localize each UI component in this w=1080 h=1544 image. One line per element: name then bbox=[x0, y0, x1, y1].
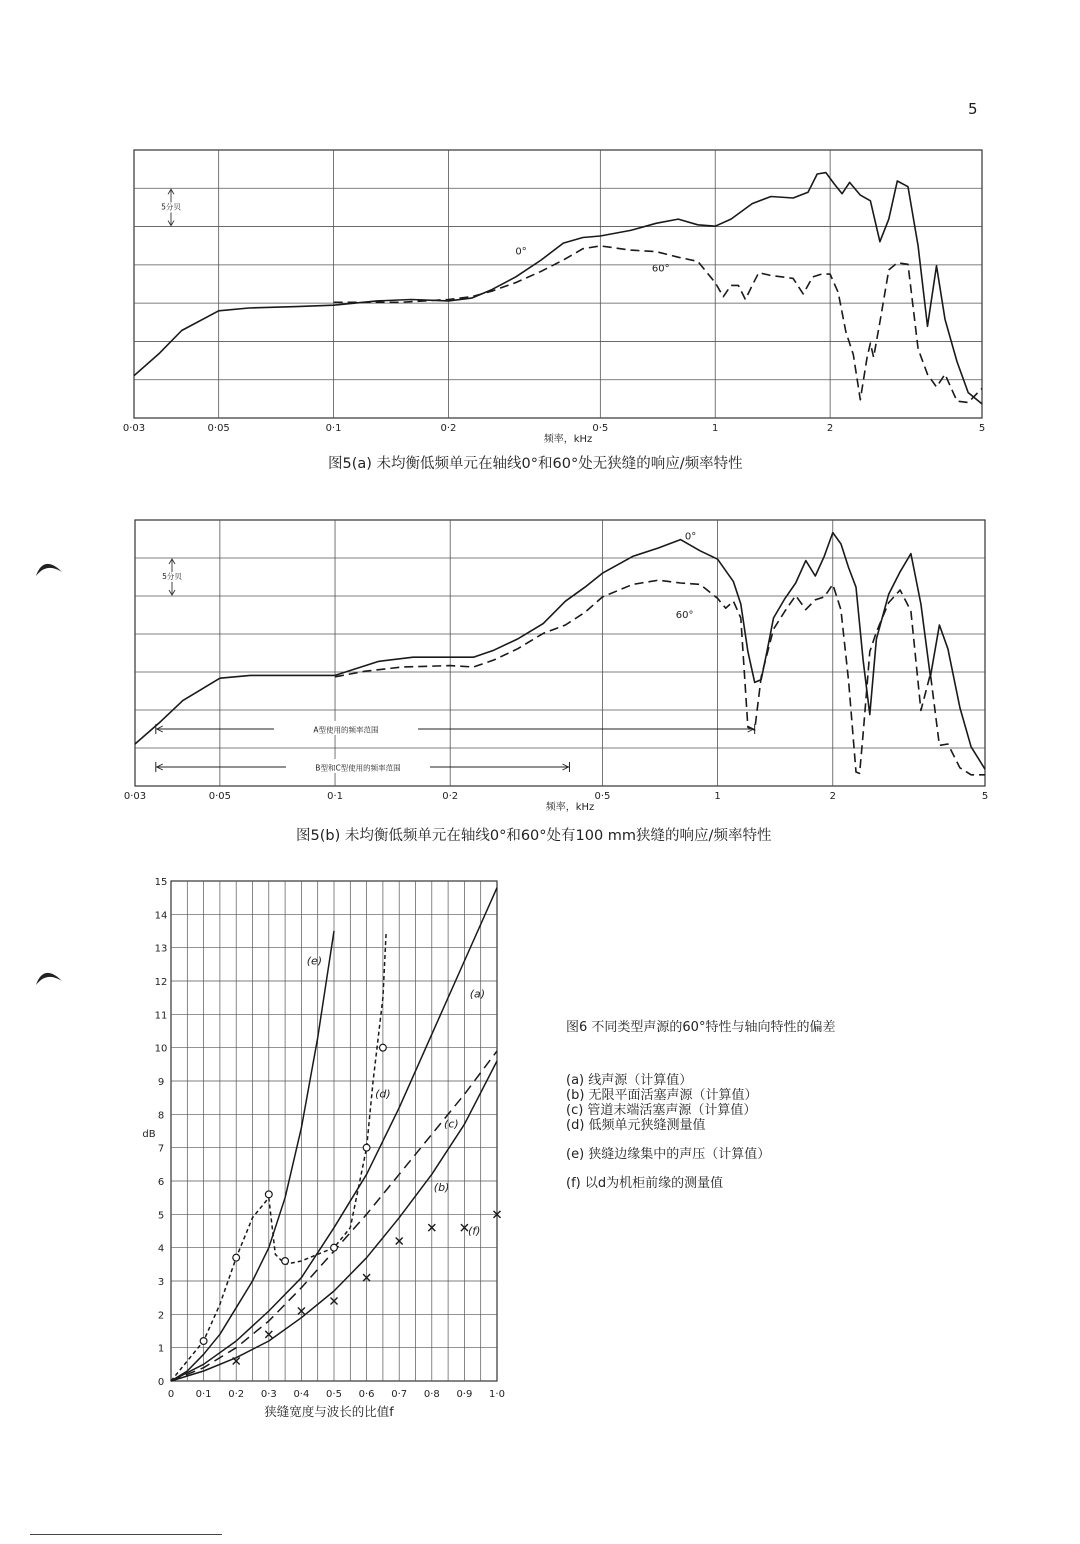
y-tick-label: 15 bbox=[154, 877, 168, 888]
x-tick-label: 0·9 bbox=[456, 1389, 473, 1400]
figure-6-legend bbox=[566, 1073, 770, 1191]
y-tick-label: 11 bbox=[154, 1010, 168, 1022]
data-point-circle bbox=[363, 1144, 370, 1151]
x-tick-label: 2 bbox=[826, 423, 834, 434]
x-tick-label: 2 bbox=[829, 791, 836, 802]
x-tick-label: 0·2 bbox=[440, 423, 457, 434]
data-point-circle bbox=[265, 1191, 272, 1198]
x-axis-label: 频率，kHz bbox=[543, 434, 593, 445]
legend-item-a: (a) 线声源（计算值） bbox=[566, 1073, 693, 1088]
series-label: (a) bbox=[469, 987, 486, 1001]
x-tick-label: 0·2 bbox=[442, 791, 459, 802]
y-tick-label: 6 bbox=[157, 1177, 165, 1188]
y-tick-label: 1 bbox=[157, 1343, 165, 1355]
x-tick-label: 0·05 bbox=[208, 791, 232, 802]
x-tick-label: 0·1 bbox=[327, 791, 343, 802]
y-tick-label: 12 bbox=[154, 977, 168, 988]
figure-5a-caption: 图5(a) 未均衡低频单元在轴线0°和60°处无狭缝的响应/频率特性 bbox=[328, 456, 743, 472]
x-tick-label: 0·8 bbox=[423, 1389, 440, 1400]
x-tick-label: 1 bbox=[714, 791, 721, 802]
x-axis-label: 狭缝宽度与波长的比值f bbox=[264, 1404, 394, 1419]
y-tick-label: 14 bbox=[154, 910, 168, 922]
series-label: (f) bbox=[467, 1224, 481, 1238]
y-tick-label: 7 bbox=[157, 1143, 165, 1155]
x-tick-label: 0·03 bbox=[122, 423, 146, 434]
figure-6-caption: 图6 不同类型声源的60°特性与轴向特性的偏差 bbox=[566, 1020, 836, 1035]
x-tick-label: 5 bbox=[981, 791, 989, 802]
y-tick-label: 5 bbox=[157, 1210, 165, 1222]
data-point-circle bbox=[233, 1254, 240, 1261]
y-tick-label: 10 bbox=[154, 1043, 168, 1055]
legend-item-b: (b) 无限平面活塞声源（计算值） bbox=[566, 1088, 758, 1103]
y-tick-label: 8 bbox=[157, 1110, 165, 1122]
x-tick-label: 1·0 bbox=[489, 1389, 505, 1400]
range-bar-label: B型和C型使用的频率范围 bbox=[315, 763, 401, 773]
series-label: (b) bbox=[433, 1181, 450, 1194]
x-tick-label: 1 bbox=[712, 423, 719, 434]
data-point-circle bbox=[380, 1044, 387, 1051]
x-tick-label: 0·3 bbox=[260, 1389, 277, 1400]
x-tick-label: 0·4 bbox=[293, 1389, 310, 1400]
x-tick-label: 0·05 bbox=[207, 423, 230, 434]
x-axis-label: 频率，kHz bbox=[545, 802, 595, 813]
legend-item-d: (d) 低频单元狭缝测量值 bbox=[566, 1118, 706, 1133]
y-tick-label: 0 bbox=[157, 1377, 165, 1388]
series-label-60deg: 60° bbox=[675, 610, 694, 621]
series-label-0deg: 0° bbox=[684, 531, 697, 543]
legend-item-f: (f) 以d为机柜前缘的测量值 bbox=[566, 1176, 724, 1191]
figure-5b-caption: 图5(b) 未均衡低频单元在轴线0°和60°处有100 mm狭缝的响应/频率特性 bbox=[296, 828, 772, 844]
x-tick-label: 0·6 bbox=[358, 1389, 375, 1400]
scale-marker-label: 5分贝 bbox=[162, 572, 182, 581]
series-label-0deg: 0° bbox=[515, 246, 527, 258]
y-axis-label: dB bbox=[142, 1129, 156, 1140]
y-tick-label: 2 bbox=[157, 1310, 165, 1322]
series-label: (d) bbox=[375, 1087, 391, 1101]
series-label: (e) bbox=[306, 954, 323, 968]
range-bar-label: A型使用的频率范围 bbox=[313, 725, 379, 735]
x-tick-label: 0·5 bbox=[592, 423, 609, 434]
x-tick-label: 0·5 bbox=[594, 791, 611, 802]
scale-marker-label: 5分贝 bbox=[161, 202, 181, 212]
legend-item-c: (c) 管道末端活塞声源（计算值） bbox=[566, 1103, 757, 1118]
data-point-circle bbox=[331, 1244, 338, 1251]
margin-mark-bottom bbox=[34, 965, 64, 987]
y-tick-label: 4 bbox=[157, 1243, 165, 1255]
legend-item-e: (e) 狭缝边缘集中的声压（计算值） bbox=[566, 1147, 771, 1162]
y-tick-label: 3 bbox=[157, 1277, 165, 1288]
x-tick-label: 0·2 bbox=[228, 1389, 245, 1400]
data-point-circle bbox=[282, 1258, 289, 1265]
x-tick-label: 0·5 bbox=[326, 1389, 342, 1400]
series-label-60deg: 60° bbox=[651, 263, 670, 275]
x-tick-label: 0·1 bbox=[195, 1389, 212, 1400]
x-tick-label: 0·7 bbox=[391, 1389, 408, 1400]
x-tick-label: 0·03 bbox=[123, 791, 147, 802]
margin-mark-top bbox=[34, 556, 64, 578]
x-tick-label: 0 bbox=[167, 1389, 175, 1400]
x-tick-label: 0·1 bbox=[325, 423, 342, 434]
y-tick-label: 13 bbox=[154, 943, 168, 955]
footer-rule bbox=[30, 1534, 222, 1535]
data-point-circle bbox=[200, 1338, 207, 1345]
y-tick-label: 9 bbox=[157, 1077, 165, 1088]
page-number: 5 bbox=[968, 100, 978, 118]
x-tick-label: 5 bbox=[978, 423, 986, 434]
figure-6-chart bbox=[0, 0, 520, 1430]
series-label: (c) bbox=[444, 1117, 459, 1131]
